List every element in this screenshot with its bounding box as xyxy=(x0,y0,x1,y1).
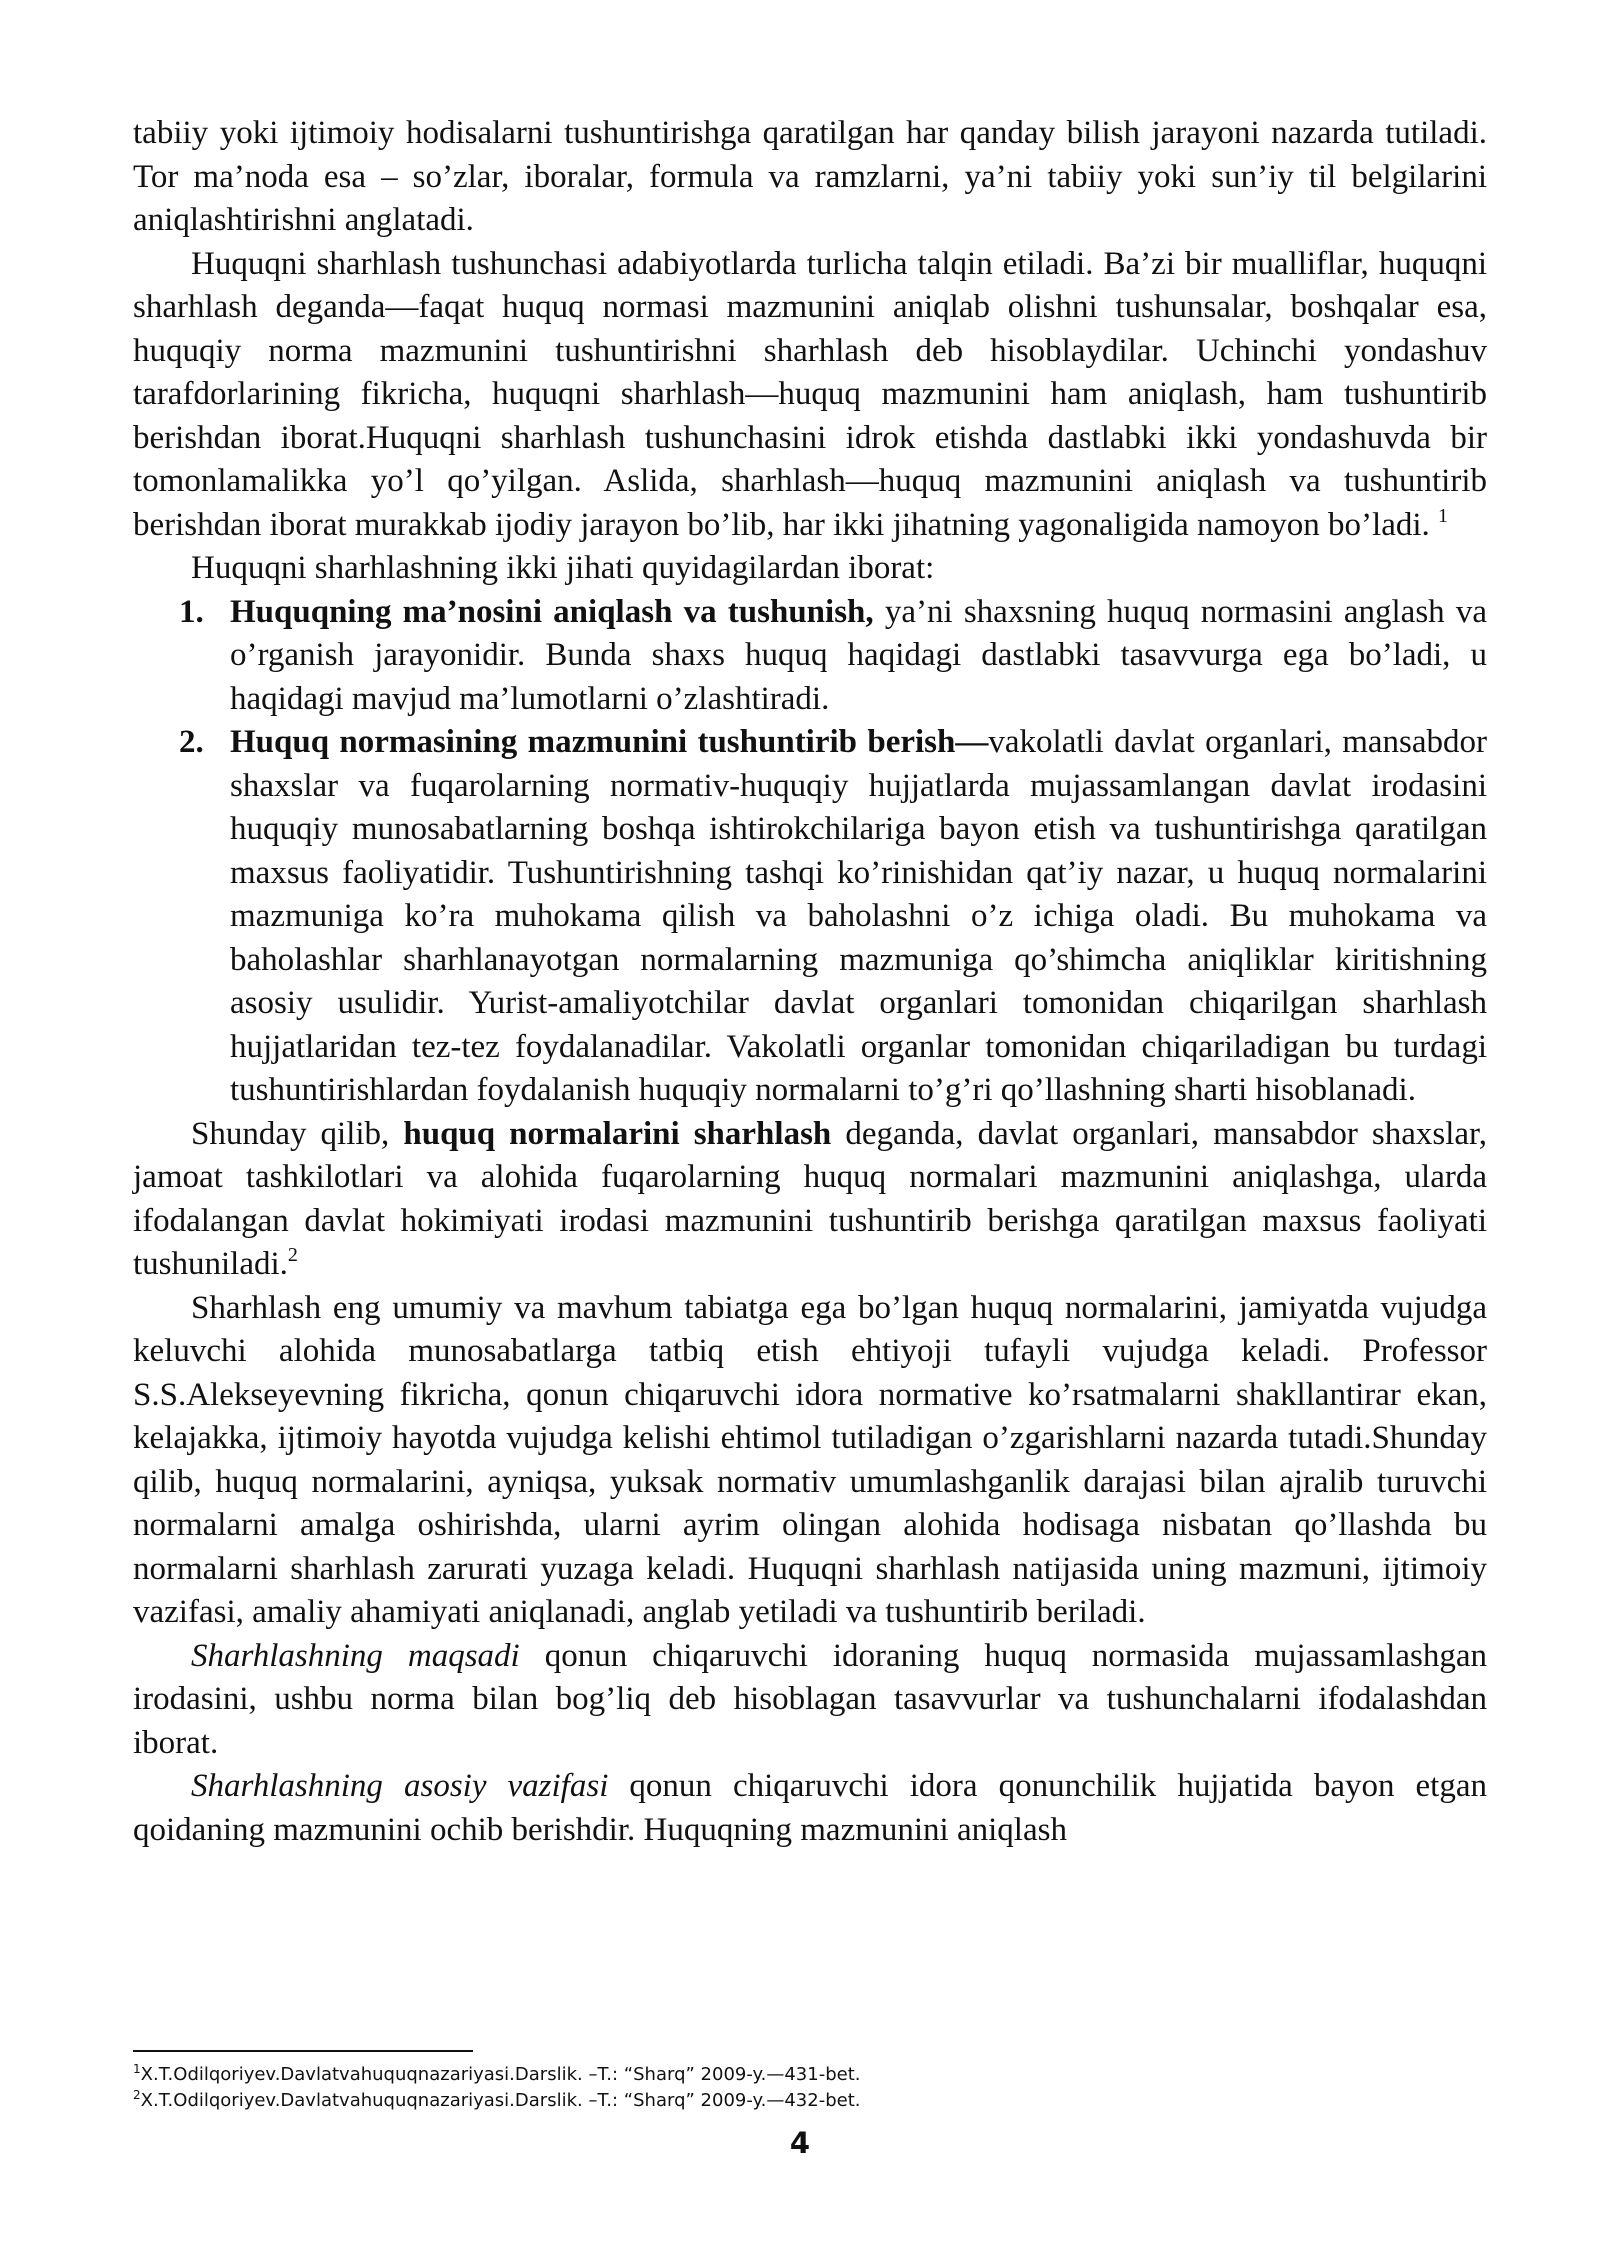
paragraph-interpretation-concept xyxy=(133,243,1487,548)
paragraph-text: Sharhlash eng umumiy va mavhum tabiatga ega bo’lgan huquq normalarini, jamiyatda vujudga keluvchi alohida munosabatlarga tatbiq etish ehtiyoji tufayli vujudga keladi. Professor S.S.Alekseyevning fikricha, qonun chiqaruvchi idora normative ko’rsatmalarni shakllantirar ekan, kelajakka, ijtimoiy hayotda vujudga kelishi ehtimol tutiladigan o’zgarishlarni nazarda tutadi.Shunday qilib, huquq normalarini, ayniqsa, yuksak normativ umumlashganlik darajasi bilan ajralib turuvchi normalarni amalga oshirishda, ularni ayrim olingan alohida hodisaga nisbatan qo’llashda bu normalarni sharhlash zarurati yuzaga keladi. Huquqni sharhlash natijasida uning mazmuni, ijtimoiy vazifasi, amaliy ahamiyati aniqlanadi, anglab yetiladi va tushuntirib beriladi. xyxy=(133,1289,1487,1630)
paragraph-continuation xyxy=(133,112,1487,243)
paragraph-text: deganda, davlat organlari, mansabdor shaxslar, jamoat tashkilotlari va alohida fuqarolarning huquq normalari mazmunini aniqlashga, ularda ifodalangan davlat hokimiyati irodasi mazmunini tushuntirib berishga qaratilgan maxsus faoliyati tushuniladi. xyxy=(133,1115,1487,1282)
paragraph-main-task xyxy=(133,1765,1487,1852)
footnote-mark: 1 xyxy=(133,2062,141,2076)
paragraph-text: Huquqni sharhlash tushunchasi adabiyotlarda turlicha talqin etiladi. Ba’zi bir mualliflar, huquqni sharhlash deganda—faqat huquq normasi mazmunini aniqlab olishni tushunsalar, boshqalar esa, huquqiy norma mazmunini tushuntirishni sharhlash deb hisoblaydilar. Uchinchi yondashuv tarafdorlarining fikricha, huquqni sharhlash—huquq mazmunini ham aniqlash, ham tushuntirib berishdan iborat.Huquqni sharhlash tushunchasini idrok etishda dastlabki ikki yondashuvda bir tomonlamalikka yo’l qo’yilgan. Aslida, sharhlash—huquq mazmunini aniqlash va tushuntirib berishdan iborat murakkab ijodiy jarayon bo’lib, har ikki jihatning yagonaligida namoyon bo’ladi. xyxy=(133,245,1487,543)
paragraph-text: qonun chiqaruvchi idoraning huquq normasida mujassamlashgan irodasini, ushbu norma bilan bog’liq deb hisoblagan tasavvurlar va tushunchalarni ifodalashdan iborat. xyxy=(133,1637,1487,1761)
footnote-separator xyxy=(133,2050,473,2052)
paragraph-definition xyxy=(133,1113,1487,1287)
page-number: 4 xyxy=(789,2126,811,2160)
paragraph-purpose xyxy=(133,1635,1487,1766)
paragraph-text: tabiiy yoki ijtimoiy hodisalarni tushuntirishga qaratilgan har qanday bilish jarayoni nazarda tutiladi. Tor ma’noda esa – so’zlar, iboralar, formula va ramzlarni, ya’ni tabiiy yoki sun’iy til belgilarini aniqlashtirishni anglatadi. xyxy=(133,115,1487,238)
list-item xyxy=(133,591,1487,722)
footnote-2 xyxy=(133,2088,1487,2114)
footnote-1 xyxy=(133,2062,1487,2088)
footnote-text: X.T.Odilqoriyev.Davlatvahuquqnazariyasi.Darslik. –T.: “Sharq” 2009-y.—432-bet. xyxy=(140,2090,861,2111)
italic-term: Sharhlashning asosiy vazifasi xyxy=(191,1768,609,1804)
paragraph-text: qonun chiqaruvchi idora qonunchilik hujjatida bayon etgan qoidaning mazmunini ochib berishdir. Huquqning mazmunini aniqlash xyxy=(133,1768,1487,1848)
paragraph-text: Huquqni sharhlashning ikki jihati quyidagilardan iborat: xyxy=(191,550,935,586)
footnote-text: X.T.Odilqoriyev.Davlatvahuquqnazariyasi.Darslik. –T.: “Sharq” 2009-y.—431-bet. xyxy=(140,2064,861,2085)
paragraph-alekseyev xyxy=(133,1287,1487,1635)
footnote-mark: 2 xyxy=(133,2088,141,2102)
footnote-ref-2[interactable]: 2 xyxy=(287,1244,298,1266)
document-body xyxy=(133,112,1487,1852)
aspects-list xyxy=(133,591,1487,1113)
list-item-text: vakolatli davlat organlari, mansabdor shaxslar va fuqarolarning normativ-huquqiy hujjatlarda mujassamlangan davlat irodasini huquqiy munosabatlarning boshqa ishtirokchilariga bayon etish va tushuntirishga qaratilgan maxsus faoliyatidir. Tushuntirishning tashqi ko’rinishidan qat’iy nazar, u huquq normalarini mazmuniga ko’ra muhokama qilish va baholashni o’z ichiga oladi. Bu muhokama va baholashlar sharhlanayotgan normalarning mazmuniga qo’shimcha aniqliklar kiritishning asosiy usulidir. Yurist-amaliyotchilar davlat organlari tomonidan chiqarilgan sharhlash hujjatlaridan tez-tez foydalanadilar. Vakolatli organlar tomonidan chiqariladigan bu turdagi tushuntirishlardan foydalanish huquqiy normalarni to’g’ri qo’llashning sharti hisoblanadi. xyxy=(230,724,1488,1108)
list-item-text: ya’ni shaxsning huquq normasini anglash va o’rganish jarayonidir. Bunda shaxs huquq haqidagi dastlabki tasavvurga ega bo’ladi, u haqidagi mavjud ma’lumotlarni o’zlashtiradi. xyxy=(230,593,1487,717)
defined-term: huquq normalarini sharhlash xyxy=(403,1115,832,1152)
paragraph-two-aspects-intro xyxy=(133,547,1487,591)
italic-term: Sharhlashning maqsadi xyxy=(191,1637,520,1674)
list-item-number: 1. xyxy=(179,593,204,630)
list-item-number: 2. xyxy=(179,724,204,760)
list-item xyxy=(133,721,1487,1113)
list-item-heading: Huquqning ma’nosini aniqlash va tushunish, xyxy=(230,593,874,630)
paragraph-text: Shunday qilib, xyxy=(191,1115,404,1152)
list-item-heading: Huquq normasining mazmunini tushuntirib berish— xyxy=(230,724,989,760)
footnotes xyxy=(133,2062,1487,2114)
footnote-ref-1[interactable]: 1 xyxy=(1438,504,1449,527)
